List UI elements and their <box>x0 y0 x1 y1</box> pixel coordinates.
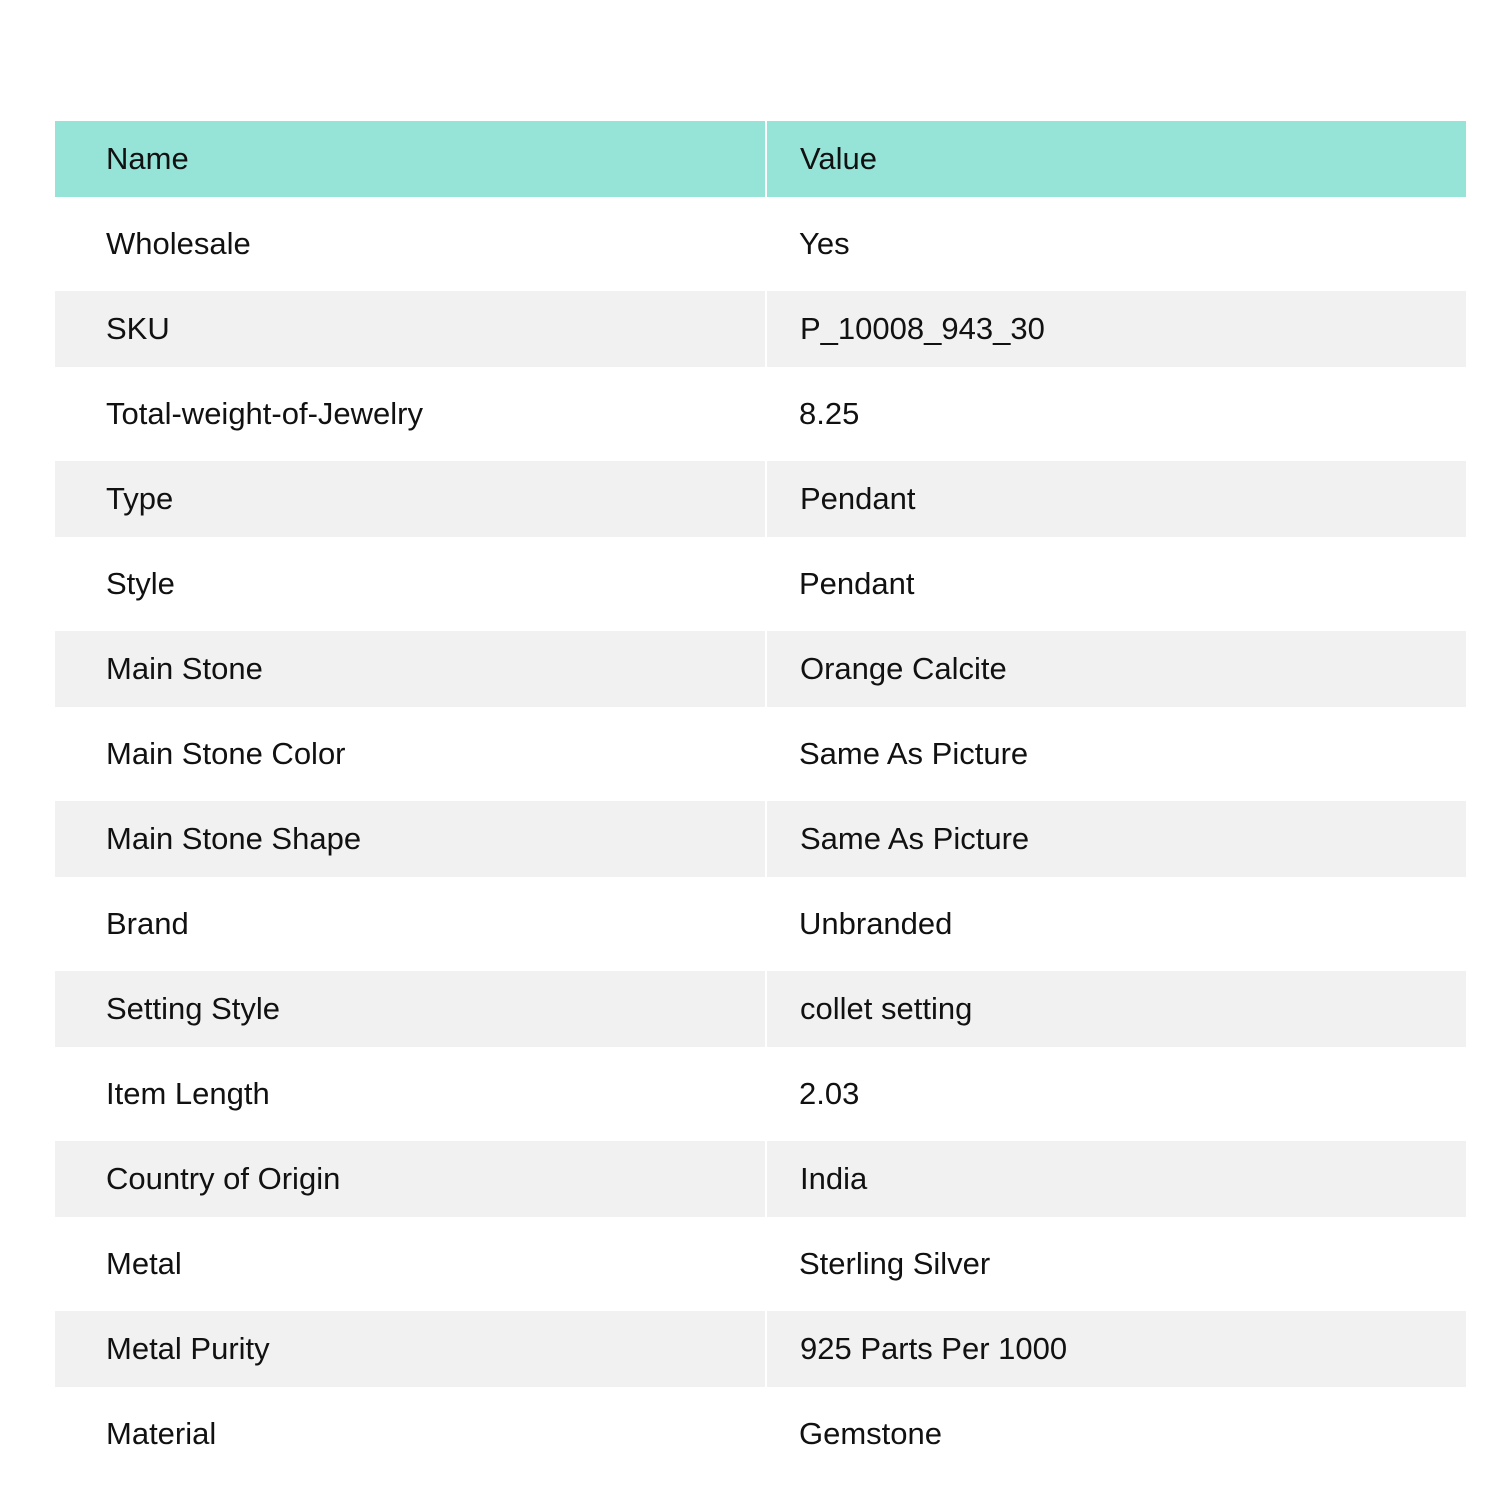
row-value-cell: Pendant <box>766 537 1466 631</box>
row-value-cell: 925 Parts Per 1000 <box>766 1311 1466 1387</box>
row-value-cell: Sterling Silver <box>766 1217 1466 1311</box>
table-row <box>55 801 1466 877</box>
row-value-cell: Gemstone <box>766 1387 1466 1481</box>
row-value-cell: Orange Calcite <box>766 631 1466 707</box>
row-value-cell: 8.25 <box>766 367 1466 461</box>
table-row <box>55 707 1466 801</box>
table-row <box>55 197 1466 291</box>
row-name-cell: Metal <box>55 1217 766 1311</box>
header-row <box>55 121 1466 197</box>
row-value-cell: Same As Picture <box>766 801 1466 877</box>
header-name: Name <box>55 121 766 197</box>
table-row <box>55 1047 1466 1141</box>
row-name-cell: Metal Purity <box>55 1311 766 1387</box>
row-value-cell: P_10008_943_30 <box>766 291 1466 367</box>
row-value-cell: Unbranded <box>766 877 1466 971</box>
row-name-cell: Total-weight-of-Jewelry <box>55 367 766 461</box>
row-name-cell: Item Length <box>55 1047 766 1141</box>
row-name-cell: Main Stone Color <box>55 707 766 801</box>
specifications-table <box>55 121 1466 1481</box>
table-row <box>55 367 1466 461</box>
table-row <box>55 461 1466 537</box>
row-name-cell: Main Stone <box>55 631 766 707</box>
row-name-cell: Main Stone Shape <box>55 801 766 877</box>
table-body <box>55 197 1466 1481</box>
table-row <box>55 291 1466 367</box>
row-name-cell: Type <box>55 461 766 537</box>
row-value-cell: Pendant <box>766 461 1466 537</box>
row-value-cell: 2.03 <box>766 1047 1466 1141</box>
row-name-cell: Setting Style <box>55 971 766 1047</box>
table-row <box>55 1141 1466 1217</box>
row-name-cell: Style <box>55 537 766 631</box>
row-name-cell: Wholesale <box>55 197 766 291</box>
table-row <box>55 1311 1466 1387</box>
row-name-cell: SKU <box>55 291 766 367</box>
table-row <box>55 537 1466 631</box>
row-value-cell: India <box>766 1141 1466 1217</box>
table-header <box>55 121 1466 197</box>
row-value-cell: Yes <box>766 197 1466 291</box>
table-row <box>55 1387 1466 1481</box>
table-row <box>55 877 1466 971</box>
table-row <box>55 631 1466 707</box>
row-value-cell: collet setting <box>766 971 1466 1047</box>
row-value-cell: Same As Picture <box>766 707 1466 801</box>
row-name-cell: Brand <box>55 877 766 971</box>
row-name-cell: Country of Origin <box>55 1141 766 1217</box>
row-name-cell: Material <box>55 1387 766 1481</box>
table-row <box>55 971 1466 1047</box>
table-row <box>55 1217 1466 1311</box>
header-value: Value <box>766 121 1466 197</box>
